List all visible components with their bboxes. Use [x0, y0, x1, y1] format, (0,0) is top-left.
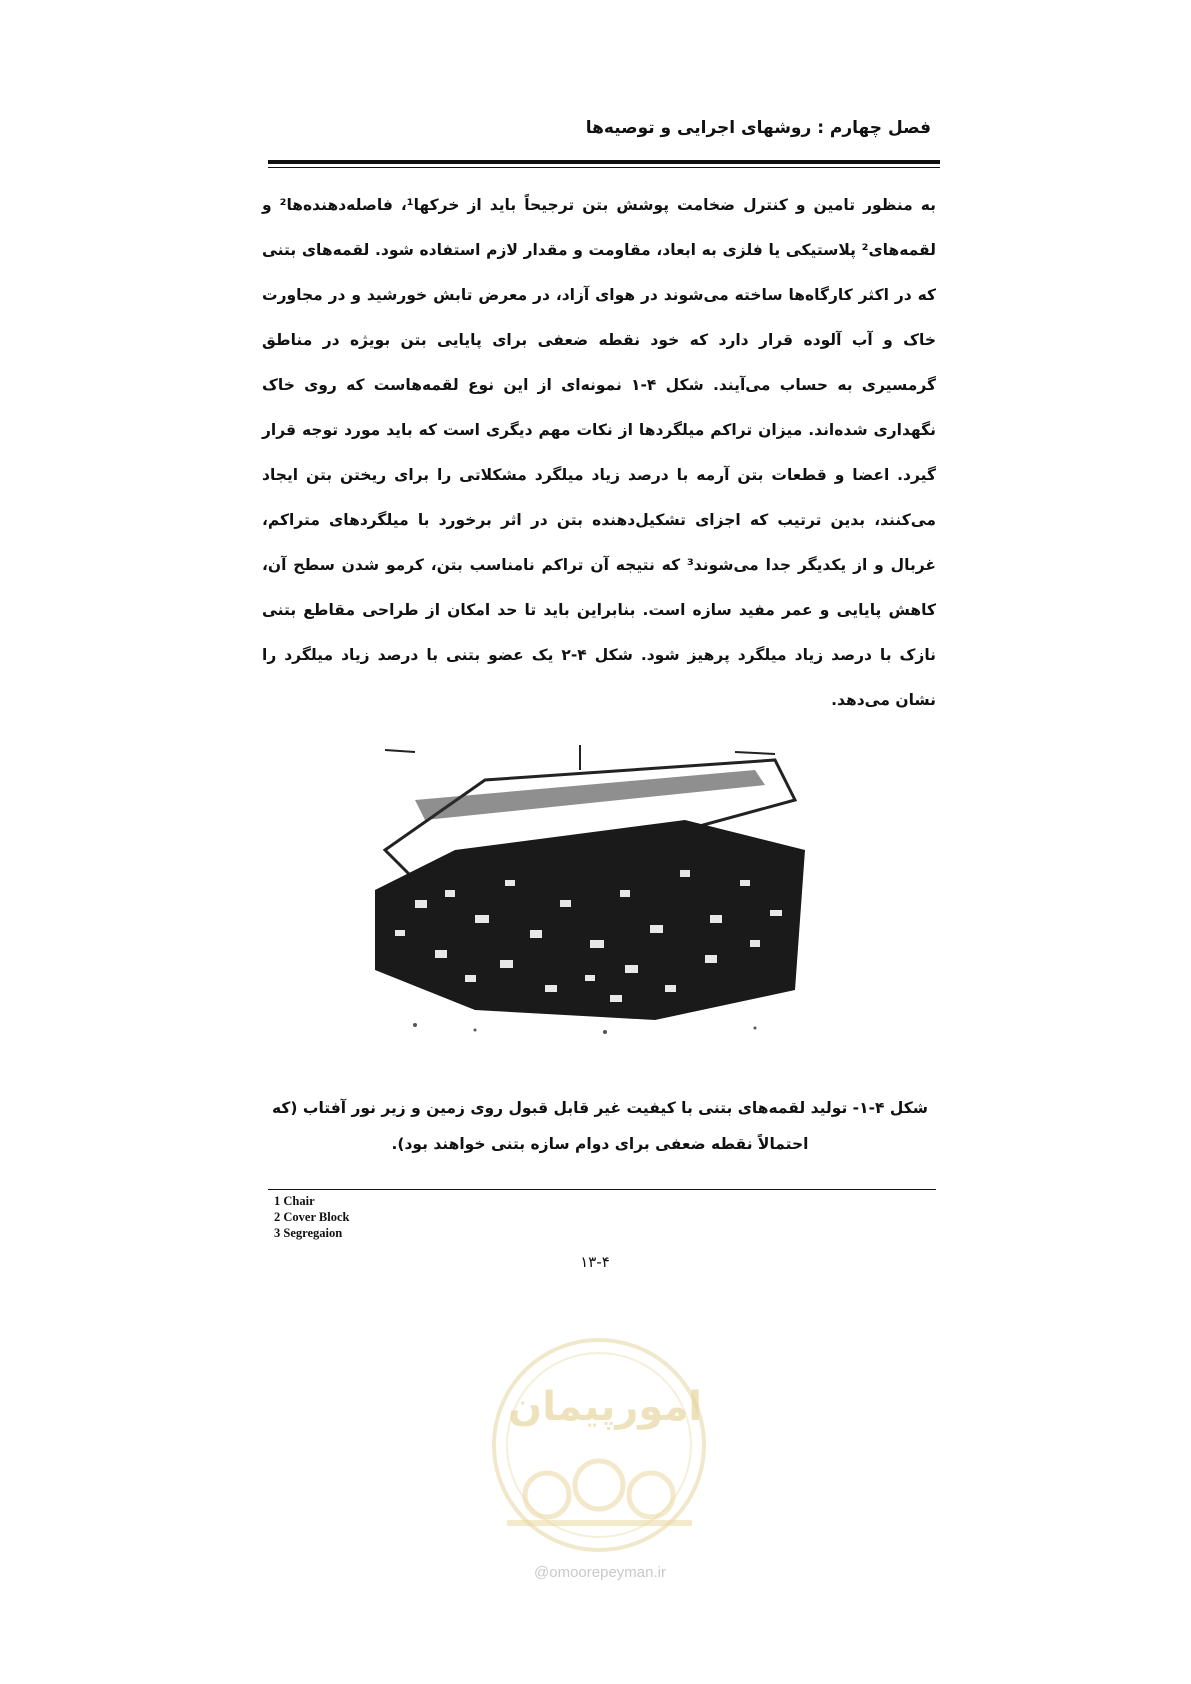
page-number: ۱۳-۴	[580, 1253, 610, 1271]
header-rule	[268, 160, 940, 164]
watermark-text: @omoorepeyman.ir	[534, 1564, 666, 1581]
footnote-item: 1 Chair	[274, 1194, 315, 1208]
concrete-blocks-photo	[355, 740, 815, 1040]
watermark-logo-icon	[487, 1335, 712, 1555]
chapter-header: فصل چهارم : روشهای اجرایی و توصیه‌ها	[585, 118, 931, 138]
footnote-item: 3 Segregaion	[274, 1226, 343, 1240]
body-paragraph	[262, 183, 936, 723]
footnotes	[274, 1193, 349, 1241]
svg-text:امورپیمان: امورپیمان	[508, 1384, 702, 1430]
footnote-rule	[268, 1189, 936, 1190]
footnote-item: 2 Cover Block	[274, 1210, 350, 1224]
paragraph-text: به منظور تامین و کنترل ضخامت پوشش بتن ترجیحاً باید از خرکها¹، فاصله‌دهنده‌ها² و لقمه‌های² پلاستیکی یا فلزی به ابعاد، مقاومت و مقدار لازم استفاده شود. لقمه‌های بتنی که در اکثر کارگاه‌ها ساخته می‌شوند در هوای آزاد، در معرض تابش خورشید و در مجاورت خاک و آب آلوده قرار دارد که خود نقطه ضعفی برای پایایی بتن بویژه در مناطق گرمسیری به حساب می‌آیند. شکل ۴-۱ نمونه‌ای از این نوع لقمه‌هاست که روی خاک نگهداری شده‌اند. میزان تراکم میلگردها از نکات مهم دیگری است که باید مورد توجه قرار گیرد. اعضا و قطعات بتن آرمه با درصد زیاد میلگرد مشکلاتی را برای ریختن بتن ایجاد می‌کنند، بدین ترتیب که اجزای تشکیل‌دهنده بتن در اثر برخورد با میلگردهای متراکم، غربال و از یکدیگر جدا می‌شوند³ که نتیجه آن تراکم نامناسب بتن، کرمو شدن سطح آن، کاهش پایایی و عمر مفید سازه است. بنابراین باید تا حد امکان از طراحی مقاطع بتنی نازک با درصد زیاد میلگرد پرهیز شود. شکل ۴-۲ یک عضو بتنی با درصد زیاد میلگرد را نشان می‌دهد.	[262, 196, 937, 709]
header-rule-thin	[268, 167, 940, 168]
figure-caption: شکل ۴-۱- تولید لقمه‌های بتنی با کیفیت غیر قابل قبول روی زمین و زیر نور آفتاب (که احتمالاً نقطه ضعفی برای دوام سازه بتنی خواهند بود).	[271, 1099, 928, 1153]
